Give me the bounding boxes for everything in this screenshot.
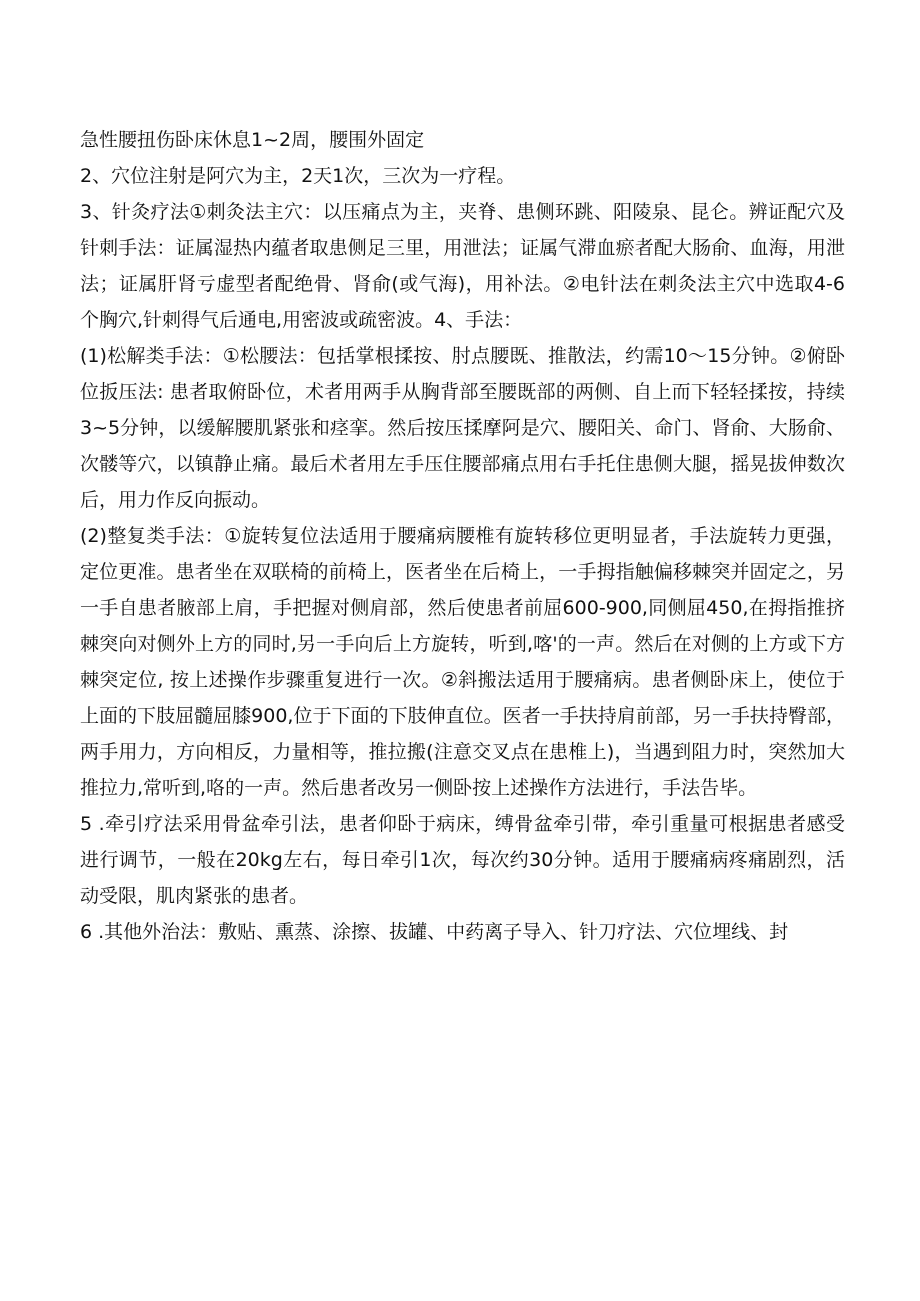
paragraph-acupuncture: 3、针灸疗法①刺灸法主穴：以压痛点为主，夹脊、患侧环跳、阳陵泉、昆仑。辨证配穴及针刺手法：证属湿热内蕴者取患侧足三里，用泄法；证属气滞血瘀者配大肠俞、血海，用泄法；证属肝肾亏虚型者配绝骨、肾俞(或气海)，用补法。②电针法在刺灸法主穴中选取4-6个胸穴,针刺得气后通电,用密波或疏密波。4、手法： (80, 201, 845, 331)
paragraph-reduction-manipulation: (2)整复类手法：①旋转复位法适用于腰痛病腰椎有旋转移位更明显者，手法旋转力更强，定位更准。患者坐在双联椅的前椅上，医者坐在后椅上，一手拇指触偏移棘突并固定之，另一手自患者腋部上肩，手把握对侧肩部，然后使患者前屈600-900,同侧屈450,在拇指推挤棘突向对侧外上方的同时,另一手向后上方旋转，听到,喀'的一声。然后在对侧的上方或下方棘突定位, 按上述操作步骤重复进行一次。②斜搬法适用于腰痛病。患者侧卧床上，使位于上面的下肢屈髓屈膝900,位于下面的下肢伸直位。医者一手扶持肩前部，另一手扶持臀部，两手用力，方向相反，力量相等，推拉搬(注意交叉点在患椎上)，当遇到阻力时，突然加大推拉力,常听到,咯的一声。然后患者改另一侧卧按上述操作方法进行，手法告毕。 (80, 525, 845, 799)
paragraph-acute-lumbar-sprain: 急性腰扭伤卧床休息1~2周，腰围外固定 (80, 129, 425, 151)
paragraph-acupoint-injection: 2、穴位注射是阿穴为主，2天1次，三次为一疗程。 (80, 165, 516, 187)
paragraph-traction-therapy: 5 .牵引疗法采用骨盆牵引法，患者仰卧于病床，缚骨盆牵引带，牵引重量可根据患者感受进行调节，一般在20kg左右，每日牵引1次，每次约30分钟。适用于腰痛病疼痛剧烈，活动受限，肌肉紧张的患者。 (80, 813, 845, 907)
document-body (80, 122, 845, 950)
paragraph-loosening-manipulation: (1)松解类手法：①松腰法：包括掌根揉按、肘点腰既、推散法，约需10〜15分钟。②俯卧位扳压法: 患者取俯卧位，术者用两手从胸背部至腰既部的两侧、自上而下轻轻揉按，持续3~5分钟，以缓解腰肌紧张和痉挛。然后按压揉摩阿是穴、腰阳关、命门、肾俞、大肠俞、次髅等穴，以镇静止痛。最后术者用左手压住腰部痛点用右手托住患侧大腿，摇晃拔伸数次后，用力作反向振动。 (80, 345, 845, 511)
paragraph-external-treatment: 6 .其他外治法：敷贴、熏蒸、涂擦、拔罐、中药离子导入、针刀疗法、穴位埋线、封 (80, 921, 789, 943)
